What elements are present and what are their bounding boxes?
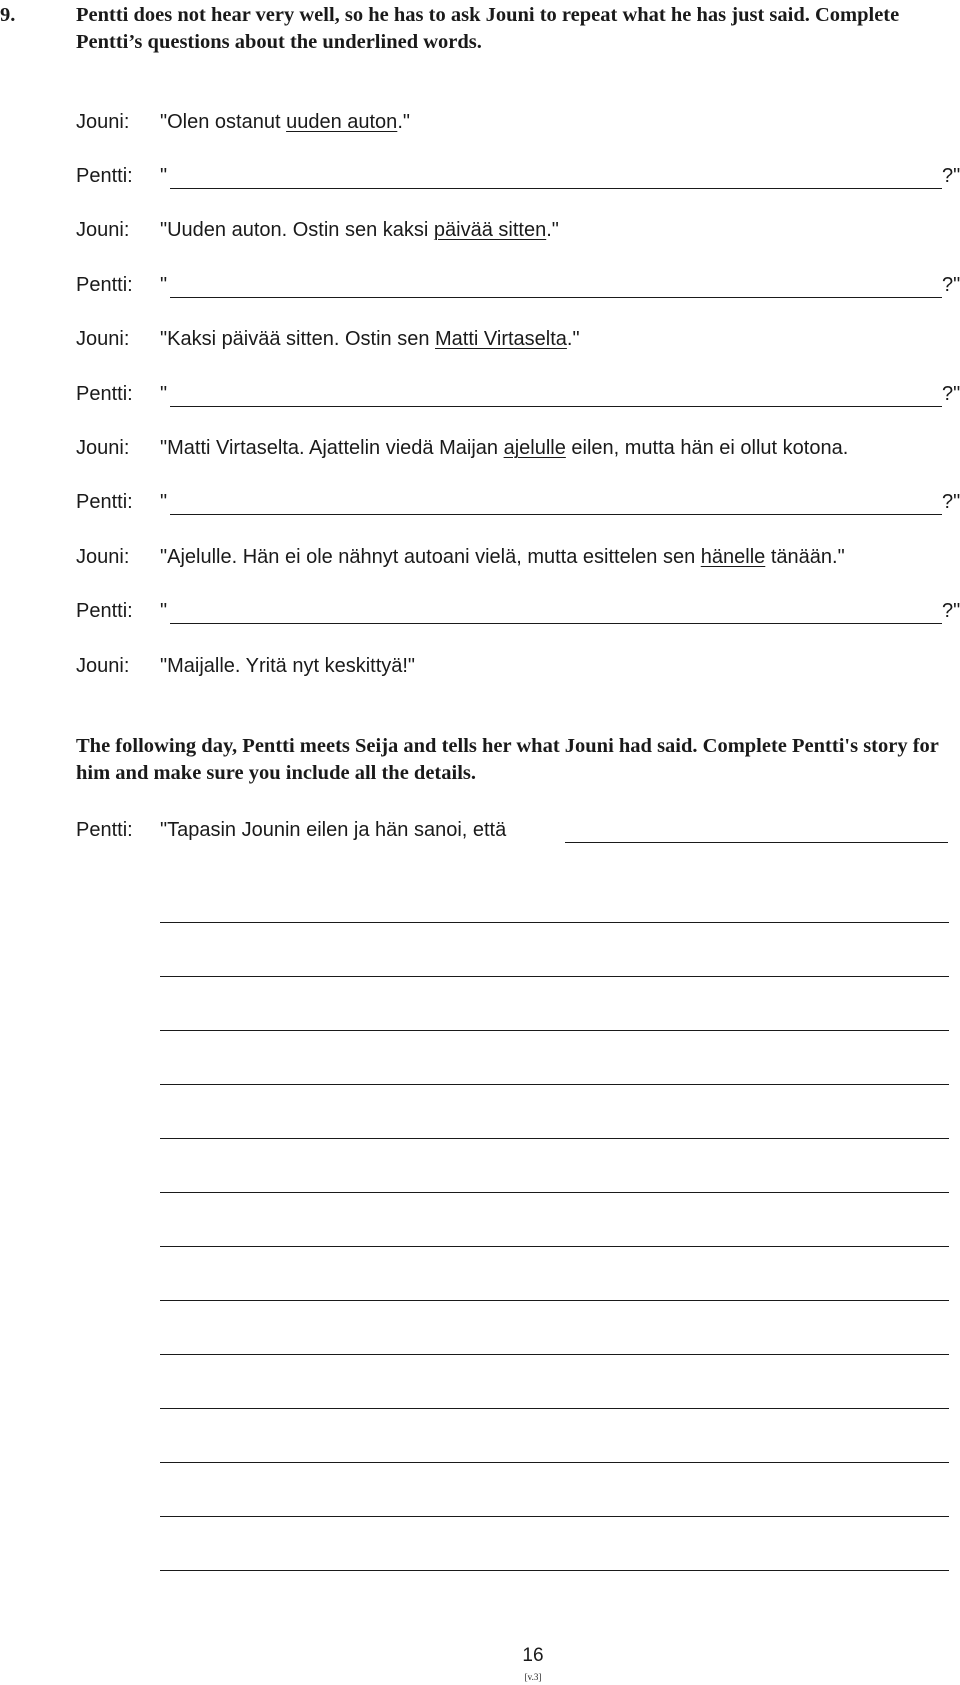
writing-line[interactable] — [160, 1408, 949, 1409]
speaker-label: Pentti: — [76, 274, 133, 296]
writing-line[interactable] — [160, 1516, 949, 1517]
speaker-label: Jouni: — [76, 437, 130, 459]
writing-line[interactable] — [160, 1354, 949, 1355]
underlined-word: uuden auton — [286, 111, 398, 133]
speaker-label: Jouni: — [76, 111, 130, 133]
dialogue-line-pentti-4 — [0, 484, 960, 520]
close-quote: ?" — [942, 274, 960, 296]
close-quote: ?" — [942, 600, 960, 622]
speaker-label: Pentti: — [76, 383, 133, 405]
dialogue-line-pentti-2 — [0, 267, 960, 303]
speaker-label: Pentti: — [76, 600, 133, 622]
dialogue-line-jouni-5 — [0, 539, 960, 575]
jouni-statement: "Matti Virtaselta. Ajattelin viedä Maijan ajelulle eilen, mutta hän ei ollut kotona. — [160, 437, 849, 459]
page-number: 16 — [522, 1645, 544, 1666]
jouni-statement: "Ajelulle. Hän ei ole nähnyt autoani vielä, mutta esittelen sen hänelle tänään." — [160, 546, 845, 568]
dialogue-line-pentti-1 — [0, 158, 960, 194]
speaker-label: Pentti: — [76, 165, 133, 187]
underlined-word: Matti Virtaselta — [435, 328, 567, 350]
answer-blank[interactable] — [170, 623, 942, 624]
open-quote: " — [160, 165, 168, 187]
writing-line[interactable] — [160, 1246, 949, 1247]
dialogue-line-pentti-3 — [0, 376, 960, 412]
answer-blank[interactable] — [170, 188, 942, 189]
open-quote: " — [160, 274, 168, 296]
writing-line[interactable] — [160, 976, 949, 977]
dialogue-line-jouni-1 — [0, 104, 960, 140]
underlined-word: päivää sitten — [433, 219, 547, 241]
open-quote: " — [160, 600, 168, 622]
speaker-label: Jouni: — [76, 655, 130, 677]
underlined-word: hänelle — [700, 546, 766, 568]
speaker-label: Jouni: — [76, 546, 130, 568]
answer-blank[interactable] — [170, 297, 942, 298]
answer-blank[interactable] — [170, 406, 942, 407]
dialogue-line-pentti-5 — [0, 593, 960, 629]
jouni-statement: "Kaksi päivää sitten. Ostin sen Matti Virtaselta." — [160, 328, 580, 350]
dialogue-line-jouni-2 — [0, 212, 960, 248]
open-quote: " — [160, 383, 168, 405]
story-start-line — [0, 812, 960, 848]
writing-line[interactable] — [160, 922, 949, 923]
exercise-instruction: Pentti does not hear very well, so he has to ask Jouni to repeat what he has just said. Complete Pentti’s questions about the underlined words. — [76, 4, 900, 53]
jouni-statement: "Uuden auton. Ostin sen kaksi päivää sitten." — [160, 219, 559, 241]
speaker-label: Pentti: — [76, 819, 133, 841]
version-label: [v.3] — [524, 1672, 542, 1682]
writing-line[interactable] — [160, 1030, 949, 1031]
answer-blank[interactable] — [565, 842, 948, 843]
writing-line[interactable] — [160, 1084, 949, 1085]
exercise-number: 9. — [0, 4, 16, 26]
answer-blank[interactable] — [170, 514, 942, 515]
dialogue-line-jouni-3 — [0, 321, 960, 357]
speaker-label: Pentti: — [76, 491, 133, 513]
underlined-word: ajelulle — [503, 437, 566, 459]
writing-line[interactable] — [160, 1300, 949, 1301]
jouni-statement: "Maijalle. Yritä nyt keskittyä!" — [160, 655, 416, 677]
close-quote: ?" — [942, 165, 960, 187]
story-instruction: The following day, Pentti meets Seija and tells her what Jouni had said. Complete Pentti's story for him and make sure you include all the details. — [76, 735, 939, 784]
open-quote: " — [160, 491, 168, 513]
close-quote: ?" — [942, 491, 960, 513]
dialogue-line-jouni-6 — [0, 648, 960, 684]
writing-line[interactable] — [160, 1462, 949, 1463]
jouni-statement: "Olen ostanut uuden auton." — [160, 111, 410, 133]
speaker-label: Jouni: — [76, 219, 130, 241]
writing-line[interactable] — [160, 1192, 949, 1193]
dialogue-line-jouni-4 — [0, 430, 960, 466]
close-quote: ?" — [942, 383, 960, 405]
speaker-label: Jouni: — [76, 328, 130, 350]
writing-line[interactable] — [160, 1570, 949, 1571]
writing-line[interactable] — [160, 1138, 949, 1139]
story-opening: "Tapasin Jounin eilen ja hän sanoi, että — [160, 819, 507, 841]
